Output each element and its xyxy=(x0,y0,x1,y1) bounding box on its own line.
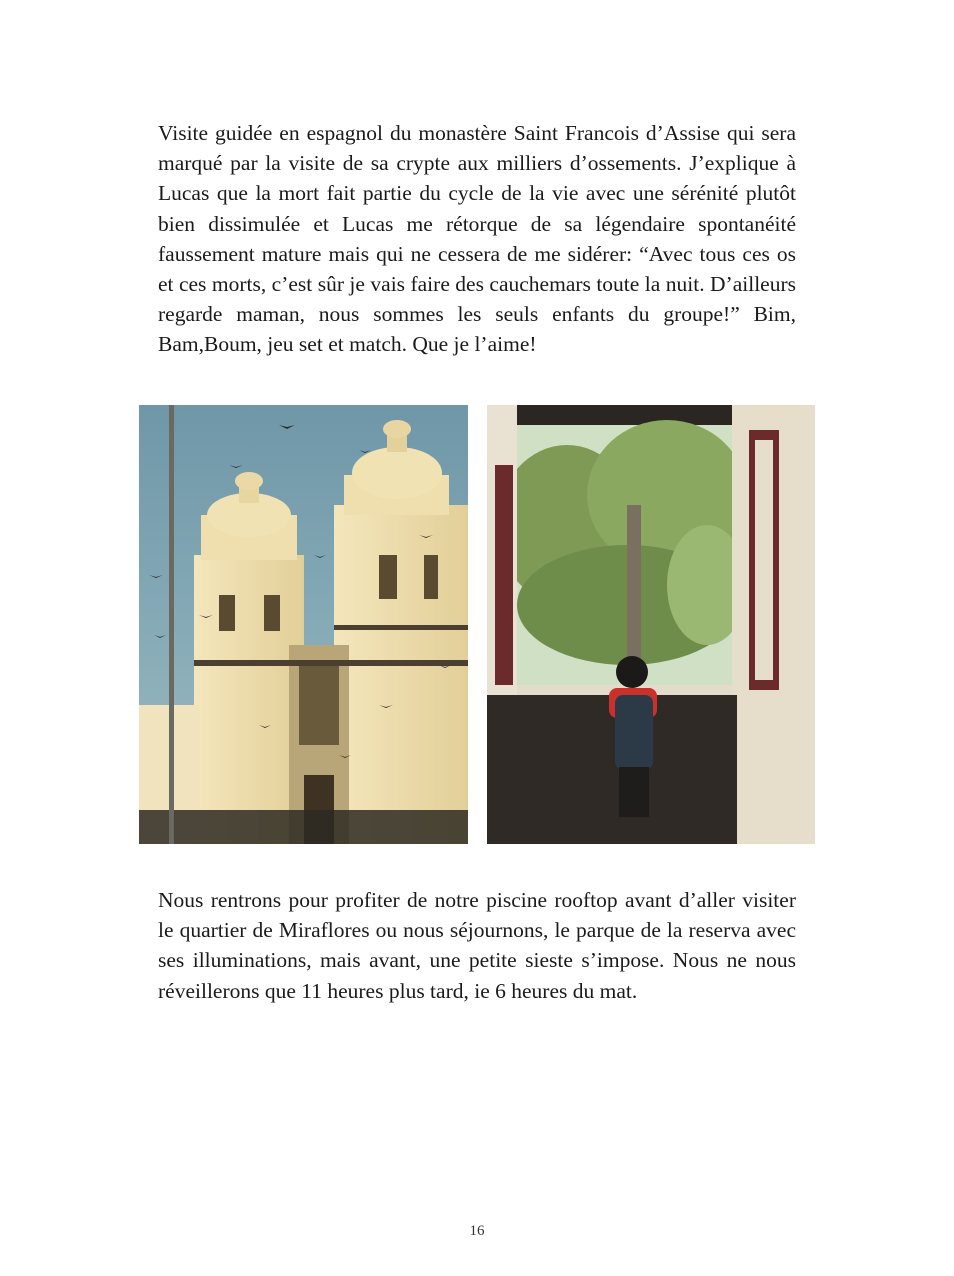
child-at-window-illustration xyxy=(487,405,815,844)
church-photo xyxy=(139,405,468,844)
page-number: 16 xyxy=(469,1223,485,1239)
child-at-window-photo xyxy=(487,405,815,844)
body-paragraph-2: Nous rentrons pour profiter de notre piscine rooftop avant d’aller visiter le quartier de Miraflores ou nous séjournons, le parque de la reserva avec ses illuminations, mais avant, une petite sieste s’impose. Nous ne nous réveillerons que 11 heures plus tard, ie 6 heures du mat. xyxy=(158,888,796,1003)
body-paragraph-1: Visite guidée en espagnol du monastère Saint Francois d’Assise qui sera marqué par la visite de sa crypte aux milliers d’ossements. J’explique à Lucas que la mort fait partie du cycle de la vie avec une sérénité plutôt bien dissimulée et Lucas me rétorque de sa légendaire spontanéité faussement mature mais qui ne cessera de me sidérer: “Avec tous ces os et ces morts, c’est sûr je vais faire des cauchemars toute la nuit. D’ailleurs regarde maman, nous sommes les seuls enfants du groupe!” Bim, Bam,Boum, jeu set et match. Que je l’aime! xyxy=(158,121,796,357)
church-photo-illustration xyxy=(139,405,468,844)
